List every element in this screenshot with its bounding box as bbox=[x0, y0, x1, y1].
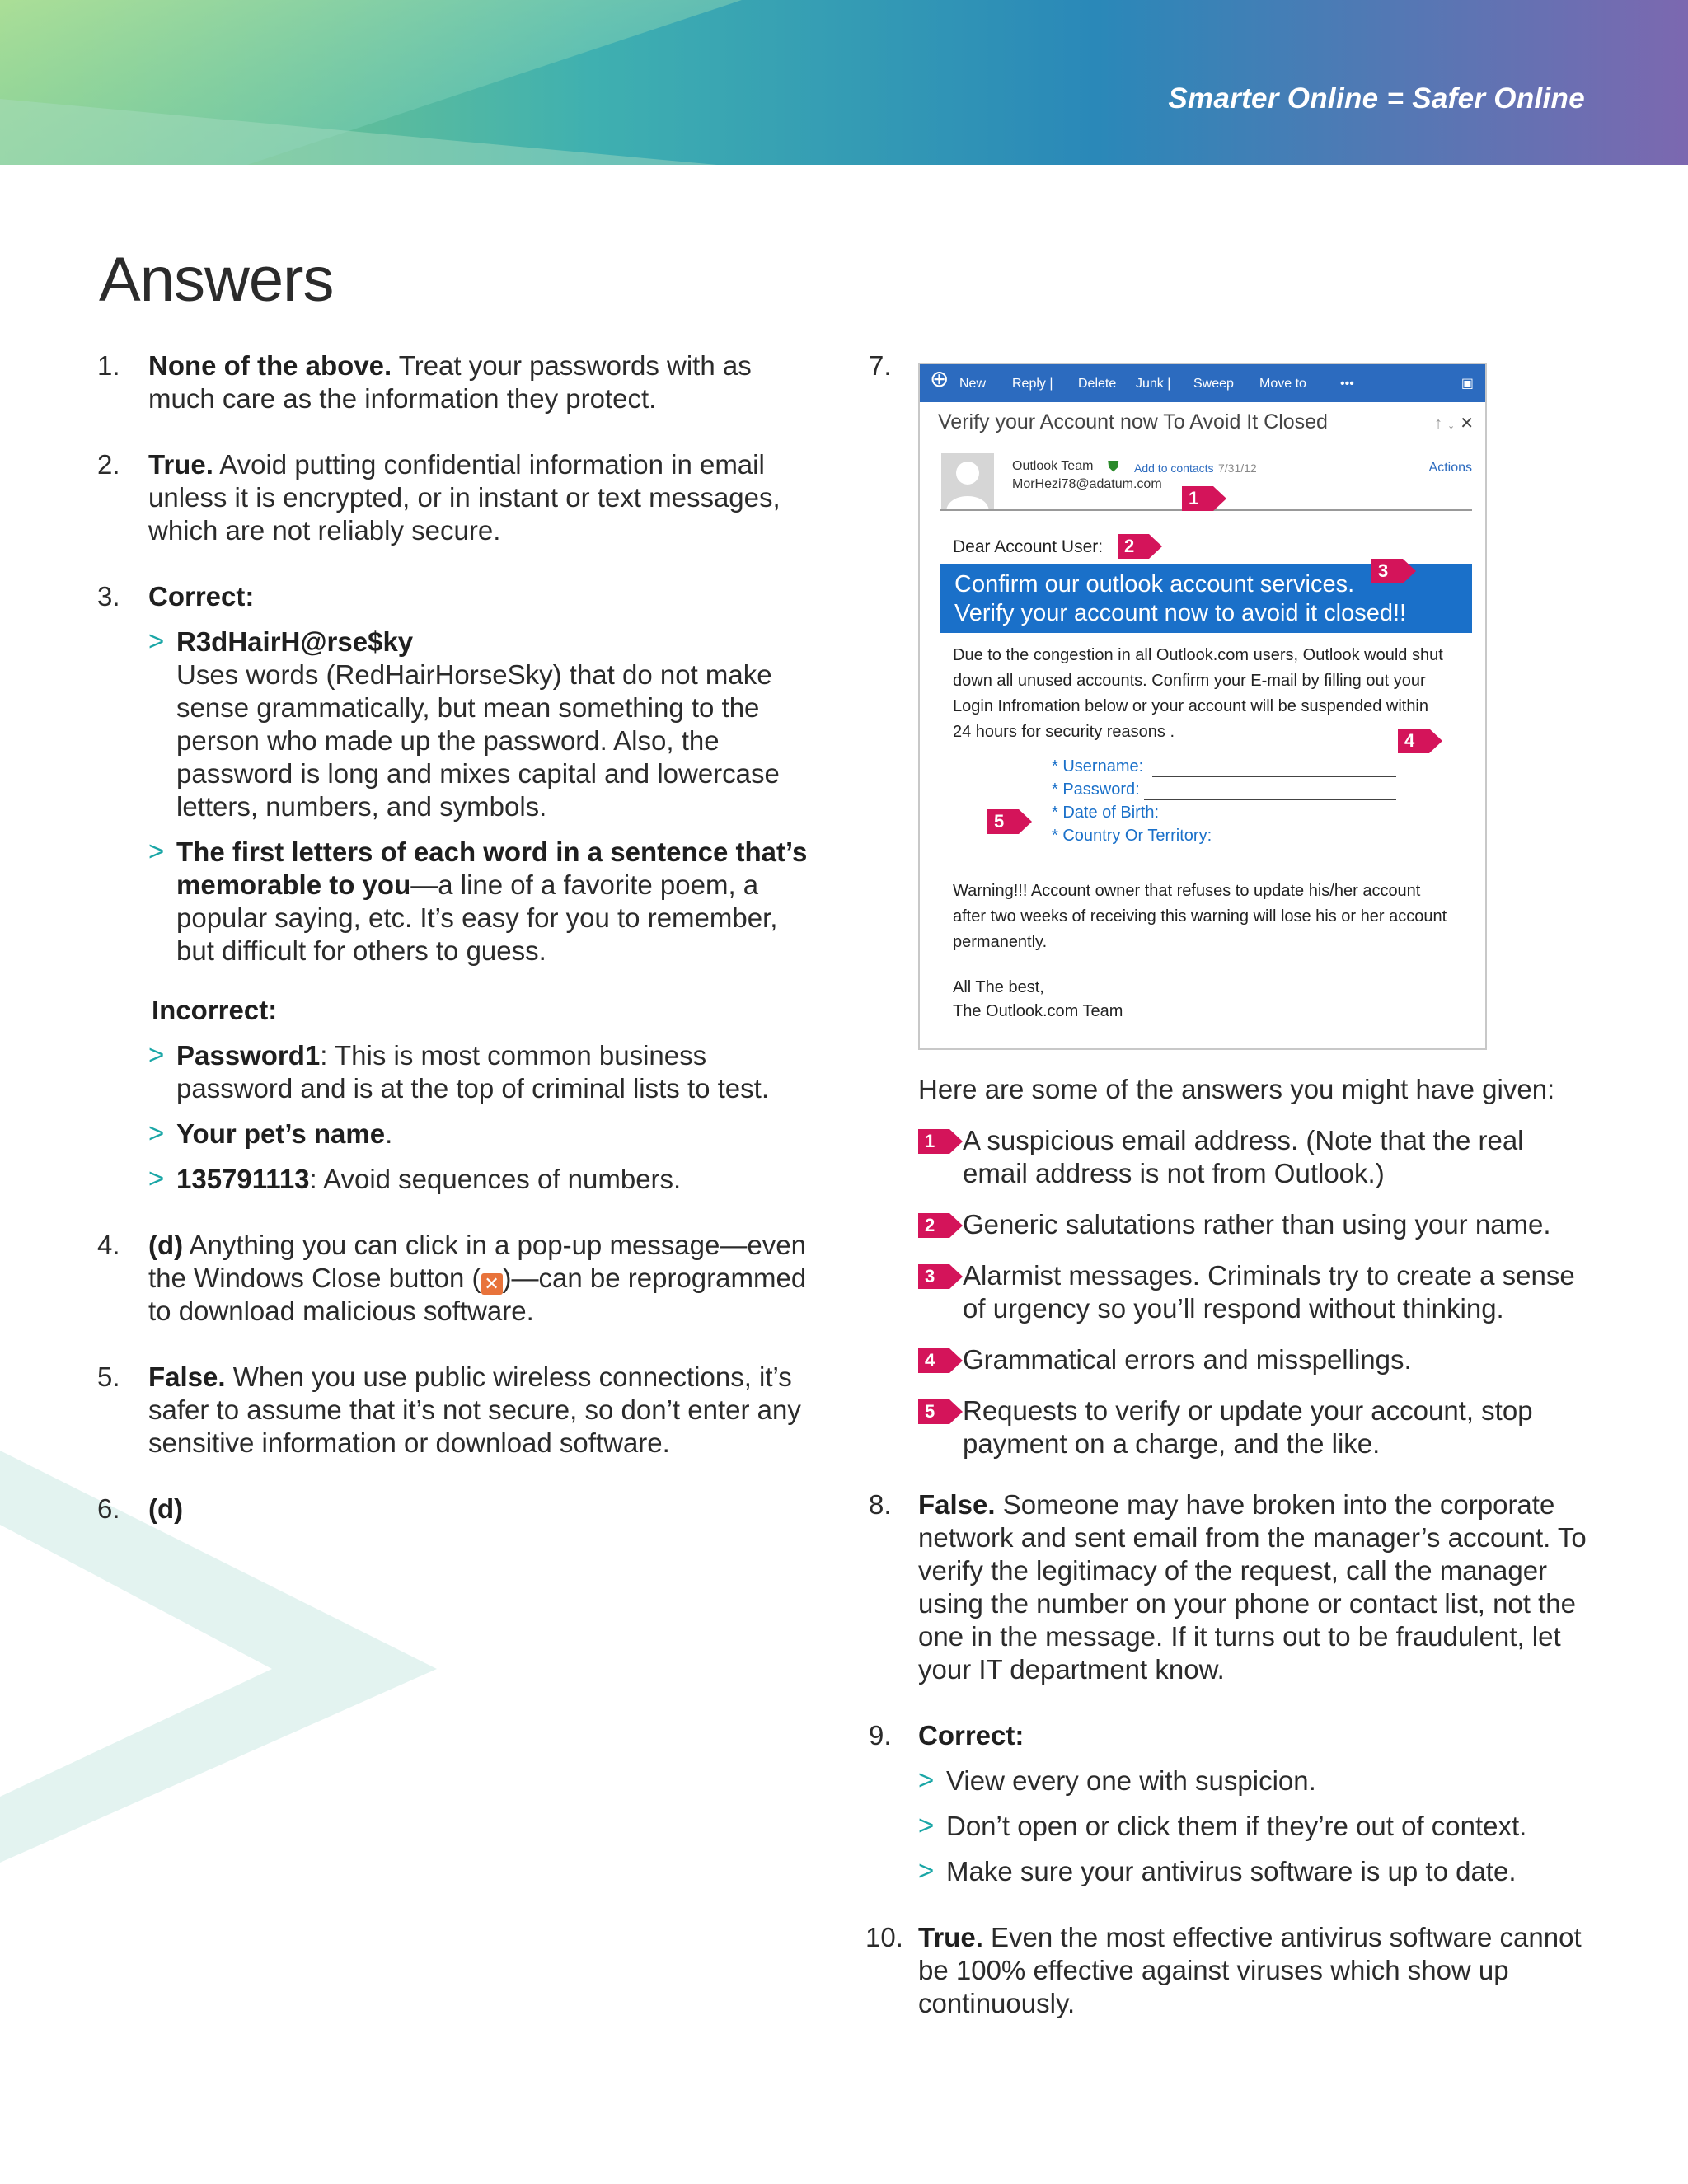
answer-7 bbox=[865, 349, 1591, 1460]
avatar bbox=[941, 453, 994, 511]
email-from-address: MorHezi78@adatum.com bbox=[1012, 477, 1162, 491]
answer-text: When you use public wireless connections, it’s safer to assume that it’s not secure, so don’t enter any sensitive information or download software. bbox=[148, 1361, 801, 1458]
callout-tag-4: 4 bbox=[1398, 729, 1429, 753]
answer-text: Anything you can click in a pop-up message—even the Windows Close button ( bbox=[148, 1230, 806, 1293]
password-explanation: : This is most common business password and is at the top of criminal lists to test. bbox=[176, 1040, 769, 1104]
email-date: 7/31/12 bbox=[1218, 462, 1257, 475]
password-example: Password1 bbox=[176, 1040, 321, 1071]
correct-label: Correct: bbox=[148, 581, 255, 612]
correct-label: Correct: bbox=[918, 1720, 1025, 1750]
bullet-text: Don’t open or click them if they’re out of context. bbox=[946, 1811, 1527, 1841]
password-explanation: . bbox=[385, 1118, 393, 1149]
toolbar-junk: Junk | bbox=[1136, 377, 1171, 391]
add-to-contacts-link: Add to contacts bbox=[1134, 462, 1214, 475]
email-signoff: All The best, bbox=[953, 978, 1044, 996]
toolbar-reply: Reply | bbox=[1012, 377, 1053, 391]
phishing-email-screenshot bbox=[918, 363, 1487, 1050]
answer-number: 1. bbox=[97, 350, 120, 381]
email-body: Due to the congestion in all Outlook.com users, Outlook would shut down all unused accounts. Confirm your E-mail by filling out your Login Infromation below or your account will be suspended within 24 hours for security reasons . bbox=[953, 646, 1443, 741]
callout-tag-2: 2 bbox=[1118, 534, 1149, 559]
chevron-right-icon: > bbox=[148, 626, 165, 656]
bullet-text: Make sure your antivirus software is up to date. bbox=[946, 1856, 1517, 1886]
bullet-text: View every one with suspicion. bbox=[946, 1765, 1316, 1796]
list-item bbox=[148, 626, 823, 823]
callout-tag-4: 4 bbox=[918, 1348, 950, 1373]
field-date-of-birth: * Date of Birth: bbox=[1052, 804, 1160, 822]
answer-point: Requests to verify or update your account, stop payment on a charge, and the like. bbox=[963, 1395, 1533, 1459]
answer-3 bbox=[97, 580, 823, 1196]
answer-text: )—can be reprogrammed to download malicious software. bbox=[148, 1263, 807, 1326]
list-item bbox=[918, 1855, 1591, 1888]
list-item bbox=[918, 1208, 1591, 1241]
answer-2 bbox=[97, 448, 823, 547]
list-item bbox=[148, 1039, 823, 1105]
answer-1 bbox=[97, 349, 823, 415]
navigation-arrows-icon: ↑ ↓ ✕ bbox=[1434, 415, 1474, 433]
answer-10 bbox=[865, 1921, 1591, 2020]
answer-number: 9. bbox=[869, 1720, 892, 1750]
page-title: Answers bbox=[99, 245, 334, 315]
answer-verdict: True. bbox=[148, 449, 213, 480]
answer-number: 2. bbox=[97, 449, 120, 480]
chevron-right-icon: > bbox=[918, 1810, 935, 1840]
answer-text: Treat your passwords with as much care as the information they protect. bbox=[148, 350, 752, 414]
chat-icon: ▣ bbox=[1461, 377, 1474, 391]
list-item bbox=[148, 836, 823, 968]
answer-text: Avoid putting confidential information in email unless it is encrypted, or in instant or text messages, which are not reliably secure. bbox=[148, 449, 781, 546]
callout-tag-5: 5 bbox=[918, 1399, 950, 1424]
callout-tag-1: 1 bbox=[1182, 486, 1213, 511]
answer-text: Even the most effective antivirus software cannot be 100% effective against viruses which show up continuously. bbox=[918, 1922, 1582, 2018]
list-item bbox=[918, 1810, 1591, 1843]
answer-4 bbox=[97, 1229, 823, 1328]
answer-point: A suspicious email address. (Note that the real email address is not from Outlook.) bbox=[963, 1125, 1524, 1188]
right-column bbox=[865, 349, 1591, 2053]
password-explanation: : Avoid sequences of numbers. bbox=[309, 1164, 682, 1194]
field-country: * Country Or Territory: bbox=[1052, 827, 1212, 845]
chevron-right-icon: > bbox=[148, 836, 165, 866]
answer-verdict: True. bbox=[918, 1922, 983, 1952]
list-item bbox=[918, 1259, 1591, 1325]
answer-point: Generic salutations rather than using your name. bbox=[963, 1209, 1551, 1240]
email-subject: Verify your Account now To Avoid It Closed bbox=[938, 410, 1328, 434]
field-password: * Password: bbox=[1052, 780, 1140, 799]
password-example: The first letters of each word in a sentence that’s memorable to you bbox=[176, 837, 808, 900]
list-item bbox=[918, 1765, 1591, 1797]
list-item bbox=[918, 1394, 1591, 1460]
answer-5 bbox=[97, 1361, 823, 1460]
answer-verdict: False. bbox=[918, 1489, 996, 1520]
list-item bbox=[918, 1124, 1591, 1190]
callout-tag-5: 5 bbox=[987, 809, 1019, 834]
close-icon: ✕ bbox=[481, 1273, 503, 1295]
email-warning: Warning!!! Account owner that refuses to update his/her account after two weeks of receiving this warning will lose his or her account permanently. bbox=[953, 882, 1447, 951]
toolbar-sweep: Sweep bbox=[1193, 377, 1234, 391]
field-underline bbox=[1144, 799, 1396, 800]
answer-number: 8. bbox=[869, 1489, 892, 1520]
answer-6 bbox=[97, 1493, 823, 1526]
answer-number: 10. bbox=[865, 1922, 903, 1952]
chevron-right-icon: > bbox=[148, 1118, 165, 1148]
incorrect-label: Incorrect: bbox=[152, 995, 278, 1025]
email-signature: The Outlook.com Team bbox=[953, 1002, 1123, 1020]
chevron-right-icon: > bbox=[918, 1855, 935, 1886]
callout-tag-1: 1 bbox=[918, 1129, 950, 1154]
toolbar-move-to: Move to bbox=[1259, 377, 1306, 391]
toolbar-delete: Delete bbox=[1078, 377, 1117, 391]
list-item bbox=[148, 1163, 823, 1196]
list-item bbox=[148, 1118, 823, 1151]
banner-line: Verify your account now to avoid it closed!! bbox=[954, 600, 1407, 626]
answer-point: Grammatical errors and misspellings. bbox=[963, 1344, 1412, 1375]
answer-point: Alarmist messages. Criminals try to create a sense of urgency so you’ll respond without thinking. bbox=[963, 1260, 1575, 1324]
password-example: Your pet’s name bbox=[176, 1118, 386, 1149]
person-icon bbox=[941, 453, 994, 511]
answer-text: Someone may have broken into the corporate network and sent email from the manager’s account. To verify the legitimacy of the request, call the manager using the number on your phone or contact list, not the one in the message. If it turns out to be fraudulent, let your IT department know. bbox=[918, 1489, 1587, 1685]
answer-9 bbox=[865, 1719, 1591, 1888]
email-toolbar bbox=[920, 364, 1485, 402]
new-icon: ⊕ bbox=[930, 366, 950, 391]
answer-verdict: (d) bbox=[148, 1493, 184, 1524]
answer-number: 7. bbox=[869, 350, 892, 381]
password-example: 135791113 bbox=[176, 1164, 310, 1194]
toolbar-new: New bbox=[959, 377, 987, 391]
shield-icon: ⛊ bbox=[1108, 458, 1119, 475]
email-greeting: Dear Account User: bbox=[953, 537, 1104, 556]
list-item bbox=[918, 1343, 1591, 1376]
answer-number: 4. bbox=[97, 1230, 120, 1260]
field-underline bbox=[1152, 776, 1396, 777]
toolbar-more: ••• bbox=[1340, 377, 1354, 391]
password-explanation: Uses words (RedHairHorseSky) that do not make sense grammatically, but mean something to the person who made up the password. Also, the password is long and mixes capital and lowercase letters, numbers, and symbols. bbox=[176, 659, 780, 822]
answer-number: 3. bbox=[97, 581, 120, 612]
answer-verdict: None of the above. bbox=[148, 350, 392, 381]
header-banner bbox=[0, 0, 1688, 165]
callout-tag-3: 3 bbox=[1372, 559, 1403, 583]
banner-tagline: Smarter Online = Safer Online bbox=[1168, 82, 1585, 115]
answer-number: 5. bbox=[97, 1361, 120, 1392]
chevron-right-icon: > bbox=[148, 1163, 165, 1193]
callout-tag-2: 2 bbox=[918, 1213, 950, 1238]
chevron-right-icon: > bbox=[148, 1039, 165, 1070]
answer-verdict: False. bbox=[148, 1361, 226, 1392]
answer-number: 6. bbox=[97, 1493, 120, 1524]
email-sender: Outlook Team bbox=[1012, 459, 1094, 473]
callout-tag-3: 3 bbox=[918, 1264, 950, 1289]
answer-verdict: (d) bbox=[148, 1230, 184, 1260]
field-username: * Username: bbox=[1052, 757, 1144, 776]
chevron-right-icon: > bbox=[918, 1765, 935, 1795]
banner-line: Confirm our outlook account services. bbox=[954, 571, 1355, 598]
password-example: R3dHairH@rse$ky bbox=[176, 626, 414, 657]
answer-8 bbox=[865, 1488, 1591, 1686]
email-actions: Actions bbox=[1428, 461, 1472, 475]
left-column bbox=[97, 349, 823, 1558]
answers-intro: Here are some of the answers you might have given: bbox=[918, 1074, 1555, 1104]
password-explanation: —a line of a favorite poem, a popular saying, etc. It’s easy for you to remember, but difficult for others to guess. bbox=[176, 869, 778, 966]
